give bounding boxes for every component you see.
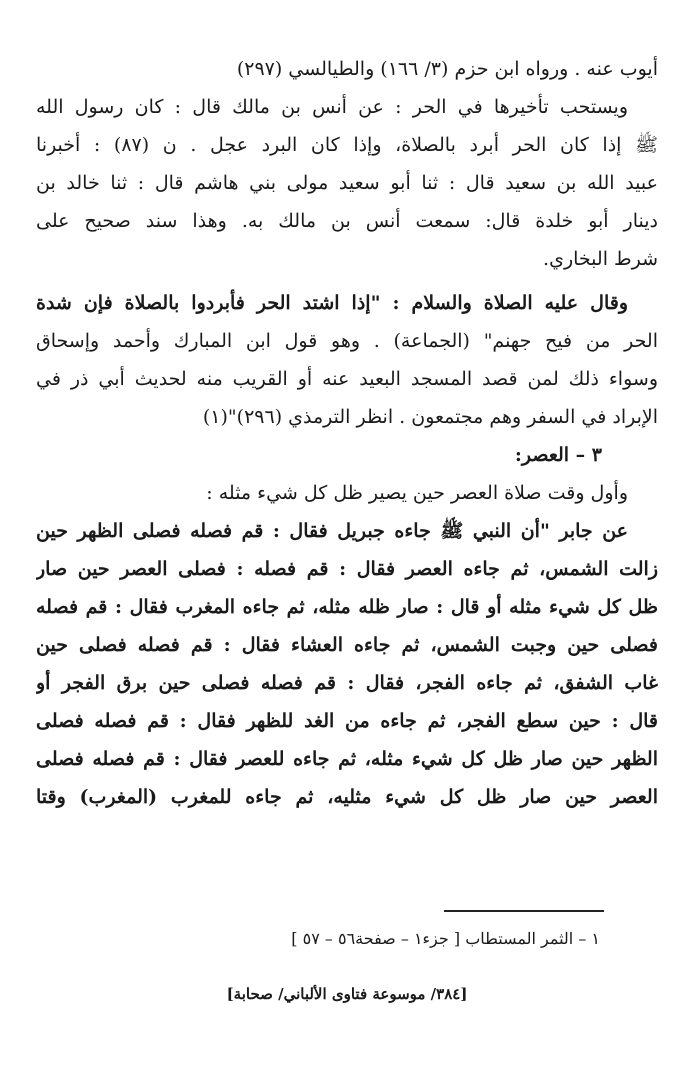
text-line-18: قال : حين سطع الفجر، ثم جاءه من الغد للظهر فقال : قم فصله فصلى: [36, 710, 658, 732]
text-line-4: عبيد الله بن سعيد قال : ثنا أبو سعيد مولى بني هاشم قال : ثنا خالد بن: [36, 172, 658, 194]
text-line-13: عن جابر "أن النبي ﷺ جاءه جبريل فقال : قم فصله فصلى الظهر حين: [36, 520, 628, 542]
text-line-8: الحر من فيح جهنم" (الجماعة) . وهو قول ابن المبارك وأحمد وإسحاق: [36, 330, 658, 352]
section-heading-asr: ٣ – العصر:: [514, 444, 602, 466]
text-line-7: وقال عليه الصلاة والسلام : "إذا اشتد الحر فأبردوا بالصلاة فإن شدة: [36, 292, 628, 314]
text-line-5: دينار أبو خلدة قال: سمعت أنس بن مالك به. وهذا سند صحيح على: [36, 210, 658, 232]
footnote-divider: [444, 910, 604, 912]
text-line-20: العصر حين صار ظل كل شيء مثليه، ثم جاءه للمغرب (المغرب) وقتا: [36, 786, 658, 808]
page-footer: [٣٨٤/ موسوعة فتاوى الألباني/ صحابة]: [226, 985, 468, 1003]
text-line-19: الظهر حين صار ظل كل شيء مثله، ثم جاءه للعصر فقال : قم فصله فصلى: [36, 748, 658, 770]
text-line-16: فصلى حين وجبت الشمس، ثم جاءه العشاء فقال : قم فصله فصلى حين: [36, 634, 658, 656]
text-line-10: الإبراد في السفر وهم مجتمعون . انظر الترمذي (٢٩٦)"(١): [202, 406, 658, 428]
text-line-17: غاب الشفق، ثم جاءه الفجر، فقال : قم فصله فصلى حين برق الفجر أو: [36, 672, 658, 694]
text-line-9: وسواء ذلك لمن قصد المسجد البعيد عنه أو القريب منه لحديث أبي ذر في: [36, 368, 658, 390]
text-line-14: زالت الشمس، ثم جاءه العصر فقال : قم فصله : فصلى العصر حين صار: [36, 558, 658, 580]
text-line-15: ظل كل شيء مثله أو قال : صار ظله مثله، ثم جاءه المغرب فقال : قم فصله: [36, 596, 658, 618]
text-line-12: وأول وقت صلاة العصر حين يصير ظل كل شيء مثله :: [206, 482, 628, 504]
text-line-1: أيوب عنه . ورواه ابن حزم (٣/ ١٦٦) والطيالسي (٢٩٧): [236, 58, 658, 80]
text-line-2: ويستحب تأخيرها في الحر : عن أنس بن مالك قال : كان رسول الله: [36, 96, 628, 118]
page-content: [36, 50, 658, 816]
footnote: ١ – الثمر المستطاب [ جزء١ – صفحة٥٦ – ٥٧ ]: [291, 929, 600, 948]
text-line-3: ﷺ إذا كان الحر أبرد بالصلاة، وإذا كان البرد عجل . ن (٨٧) : أخبرنا: [36, 134, 658, 156]
text-line-6: شرط البخاري.: [543, 248, 658, 270]
